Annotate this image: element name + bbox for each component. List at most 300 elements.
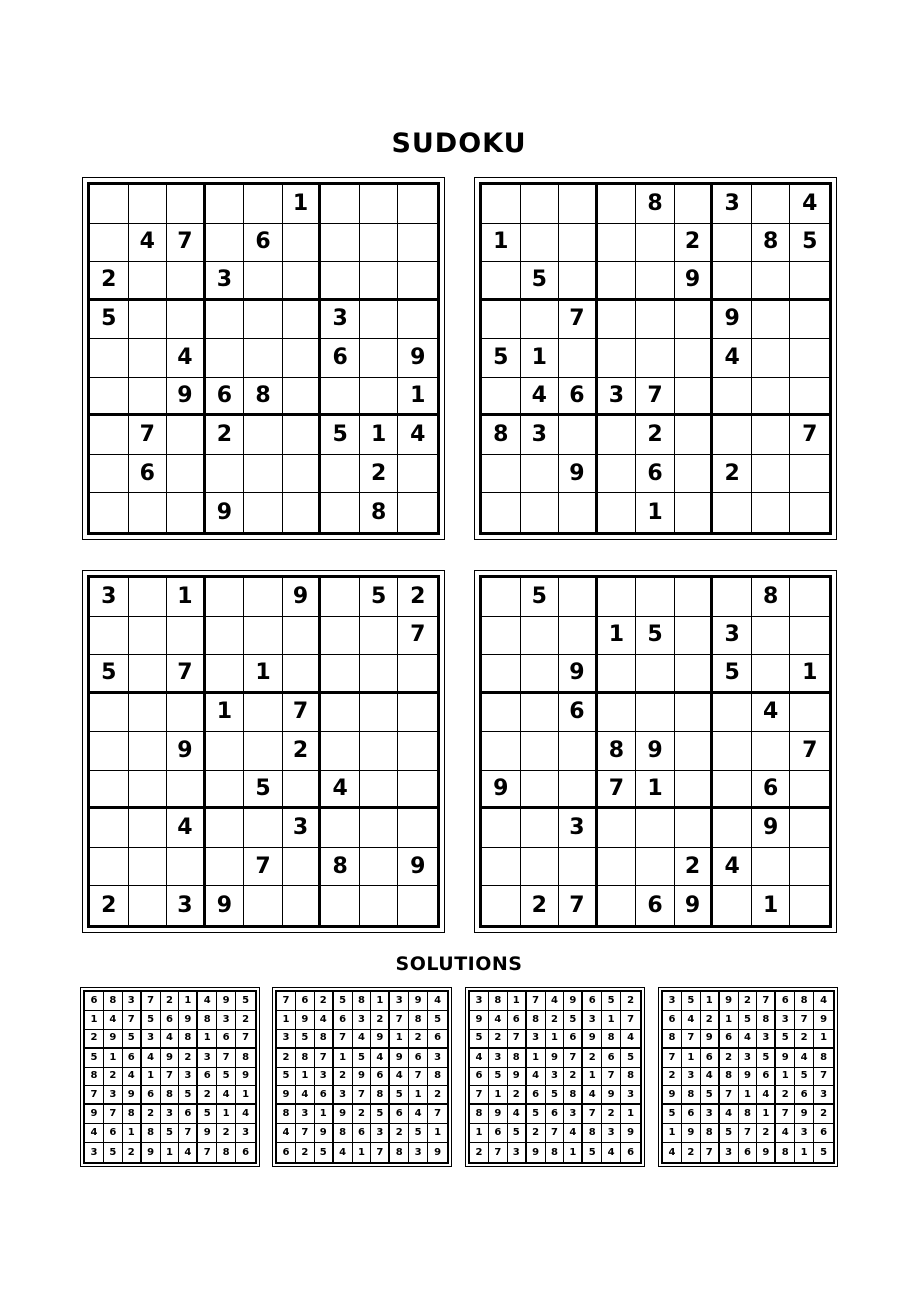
- puzzle-cell[interactable]: [675, 578, 714, 617]
- puzzle-cell[interactable]: [752, 732, 791, 771]
- puzzle-cell[interactable]: [360, 378, 399, 417]
- puzzle-cell[interactable]: [521, 224, 560, 263]
- solution-cell: 6: [198, 1068, 217, 1087]
- puzzle-cell[interactable]: [675, 493, 714, 532]
- puzzle-cell[interactable]: [206, 339, 245, 378]
- puzzle-cell[interactable]: [790, 493, 829, 532]
- solution-cell: 7: [508, 1030, 527, 1049]
- puzzle-cell[interactable]: [129, 694, 168, 733]
- puzzle-cell[interactable]: [90, 694, 129, 733]
- puzzle-cell[interactable]: [283, 617, 322, 656]
- puzzle-cell[interactable]: [398, 455, 437, 494]
- puzzle-cell[interactable]: [90, 617, 129, 656]
- puzzle-cell[interactable]: [283, 455, 322, 494]
- puzzle-cell[interactable]: [482, 732, 521, 771]
- puzzle-cell[interactable]: [398, 493, 437, 532]
- solution-cell: 7: [739, 1124, 758, 1143]
- solution-cell: 5: [179, 1086, 198, 1105]
- puzzle-cell[interactable]: [482, 617, 521, 656]
- puzzle-cell[interactable]: [598, 886, 637, 925]
- puzzle-cell[interactable]: [790, 694, 829, 733]
- puzzle-cell: 5: [482, 339, 521, 378]
- puzzle-cell[interactable]: [482, 493, 521, 532]
- puzzle-cell[interactable]: [482, 848, 521, 887]
- puzzle-cell[interactable]: [598, 262, 637, 301]
- solution-cell: 1: [353, 1143, 372, 1162]
- puzzle-cell[interactable]: [713, 694, 752, 733]
- puzzle-cell[interactable]: [752, 416, 791, 455]
- puzzle-cell[interactable]: [559, 848, 598, 887]
- puzzle-cell[interactable]: [636, 262, 675, 301]
- puzzle-cell[interactable]: [244, 886, 283, 925]
- puzzle-cell[interactable]: [675, 617, 714, 656]
- puzzle-cell[interactable]: [559, 262, 598, 301]
- puzzle-cell[interactable]: [129, 378, 168, 417]
- puzzle-cell[interactable]: [360, 886, 399, 925]
- solution-cell: 4: [142, 1049, 161, 1068]
- puzzle-cell[interactable]: [360, 732, 399, 771]
- puzzle-cell[interactable]: [790, 771, 829, 810]
- puzzle-cell[interactable]: [398, 185, 437, 224]
- puzzle-cell[interactable]: [321, 809, 360, 848]
- puzzle-cell[interactable]: [206, 809, 245, 848]
- puzzle-cell[interactable]: [713, 732, 752, 771]
- puzzle-cell[interactable]: [675, 301, 714, 340]
- puzzle-cell[interactable]: [675, 655, 714, 694]
- puzzle-cell[interactable]: [559, 771, 598, 810]
- puzzle-cell[interactable]: [167, 493, 206, 532]
- solution-cell: 7: [296, 1124, 315, 1143]
- puzzle-cell[interactable]: [521, 848, 560, 887]
- solution-cell: 8: [390, 1143, 409, 1162]
- puzzle-cell[interactable]: [713, 416, 752, 455]
- puzzle-cell[interactable]: [752, 848, 791, 887]
- puzzle-cell[interactable]: [244, 809, 283, 848]
- puzzle-cell: 2: [636, 416, 675, 455]
- puzzle-cell[interactable]: [90, 455, 129, 494]
- puzzle-cell: 1: [752, 886, 791, 925]
- puzzle-cell[interactable]: [283, 848, 322, 887]
- puzzle-cell[interactable]: [90, 416, 129, 455]
- puzzle-cell[interactable]: [360, 771, 399, 810]
- puzzle-cell: 3: [713, 617, 752, 656]
- sudoku-puzzle-3: [82, 570, 445, 933]
- puzzle-cell[interactable]: [598, 694, 637, 733]
- puzzle-cell[interactable]: [244, 301, 283, 340]
- solution-cell: 1: [739, 1086, 758, 1105]
- solution-cell: 3: [776, 1011, 795, 1030]
- puzzle-cell[interactable]: [244, 185, 283, 224]
- puzzle-cell[interactable]: [559, 185, 598, 224]
- puzzle-cell[interactable]: [482, 185, 521, 224]
- puzzle-cell[interactable]: [598, 339, 637, 378]
- puzzle-cell[interactable]: [90, 185, 129, 224]
- solution-cell: 1: [663, 1124, 682, 1143]
- puzzle-cell[interactable]: [90, 809, 129, 848]
- solution-cell: 7: [179, 1124, 198, 1143]
- solution-cell: 8: [334, 1124, 353, 1143]
- solution-cell: 8: [104, 992, 123, 1011]
- puzzle-cell[interactable]: [321, 617, 360, 656]
- solution-grid: [275, 990, 449, 1164]
- puzzle-cell[interactable]: [790, 455, 829, 494]
- puzzle-cell[interactable]: [675, 809, 714, 848]
- puzzle-cell: 9: [675, 886, 714, 925]
- puzzle-cell[interactable]: [598, 416, 637, 455]
- solution-cell: 3: [470, 992, 489, 1011]
- puzzle-cell[interactable]: [675, 694, 714, 733]
- puzzle-cell[interactable]: [598, 493, 637, 532]
- puzzle-cell[interactable]: [167, 416, 206, 455]
- solution-cell: 7: [583, 1105, 602, 1124]
- puzzle-cell[interactable]: [129, 185, 168, 224]
- puzzle-cell[interactable]: [321, 655, 360, 694]
- solution-cell: 3: [621, 1086, 640, 1105]
- puzzle-cell[interactable]: [790, 886, 829, 925]
- puzzle-cell[interactable]: [129, 617, 168, 656]
- puzzle-cell[interactable]: [360, 694, 399, 733]
- puzzle-cell[interactable]: [244, 493, 283, 532]
- puzzle-cell[interactable]: [482, 578, 521, 617]
- solution-cell: 5: [508, 1124, 527, 1143]
- puzzle-cell[interactable]: [713, 262, 752, 301]
- puzzle-cell[interactable]: [482, 301, 521, 340]
- puzzle-cell[interactable]: [206, 185, 245, 224]
- solution-cell: 6: [527, 1086, 546, 1105]
- solution-cell: 7: [489, 1143, 508, 1162]
- puzzle-cell[interactable]: [129, 301, 168, 340]
- solution-cell: 2: [795, 1030, 814, 1049]
- puzzle-cell[interactable]: [713, 886, 752, 925]
- puzzle-cell[interactable]: [675, 185, 714, 224]
- puzzle-cell[interactable]: [321, 224, 360, 263]
- puzzle-cell[interactable]: [398, 809, 437, 848]
- puzzle-cell[interactable]: [283, 378, 322, 417]
- puzzle-cell[interactable]: [636, 848, 675, 887]
- puzzle-cell[interactable]: [598, 848, 637, 887]
- solution-cell: 9: [814, 1011, 833, 1030]
- puzzle-cell[interactable]: [129, 578, 168, 617]
- puzzle-cell[interactable]: [521, 301, 560, 340]
- puzzle-cell[interactable]: [129, 886, 168, 925]
- puzzle-cell: 1: [482, 224, 521, 263]
- solution-cell: 6: [776, 992, 795, 1011]
- puzzle-cell[interactable]: [675, 732, 714, 771]
- puzzle-cell[interactable]: [283, 224, 322, 263]
- puzzle-cell: 9: [283, 578, 322, 617]
- puzzle-cell[interactable]: [360, 301, 399, 340]
- puzzle-cell[interactable]: [559, 224, 598, 263]
- puzzle-cell: 3: [206, 262, 245, 301]
- puzzle-cell[interactable]: [167, 455, 206, 494]
- puzzle-cell[interactable]: [675, 339, 714, 378]
- puzzle-cell[interactable]: [206, 301, 245, 340]
- solution-cell: 5: [583, 1143, 602, 1162]
- solution-cell: 2: [85, 1030, 104, 1049]
- puzzle-cell: 1: [398, 378, 437, 417]
- puzzle-cell[interactable]: [790, 301, 829, 340]
- puzzle-cell[interactable]: [283, 493, 322, 532]
- solution-cell: 5: [663, 1105, 682, 1124]
- puzzle-cell[interactable]: [598, 455, 637, 494]
- puzzle-cell[interactable]: [167, 848, 206, 887]
- solution-cell: 5: [820, 1146, 828, 1158]
- puzzle-cell[interactable]: [244, 416, 283, 455]
- puzzle-cell[interactable]: [636, 339, 675, 378]
- puzzle-cell[interactable]: [521, 493, 560, 532]
- puzzle-cell[interactable]: [559, 416, 598, 455]
- puzzle-cell[interactable]: [598, 809, 637, 848]
- puzzle-cell[interactable]: [321, 694, 360, 733]
- solution-cell: 5: [142, 1011, 161, 1030]
- puzzle-cell[interactable]: [752, 493, 791, 532]
- puzzle-cell[interactable]: [206, 771, 245, 810]
- puzzle-cell[interactable]: [636, 809, 675, 848]
- solution-cell: 2: [757, 1124, 776, 1143]
- solution-cell: 2: [198, 1086, 217, 1105]
- solution-cell: 3: [701, 1105, 720, 1124]
- puzzle-cell[interactable]: [321, 455, 360, 494]
- puzzle-cell[interactable]: [636, 655, 675, 694]
- puzzle-cell[interactable]: [244, 339, 283, 378]
- puzzle-cell[interactable]: [598, 185, 637, 224]
- puzzle-cell[interactable]: [167, 262, 206, 301]
- solution-cell: 5: [409, 1124, 428, 1143]
- puzzle-cell[interactable]: [398, 655, 437, 694]
- puzzle-cell[interactable]: [790, 617, 829, 656]
- puzzle-cell: 9: [398, 339, 437, 378]
- puzzle-cell[interactable]: [129, 848, 168, 887]
- puzzle-cell[interactable]: [360, 809, 399, 848]
- puzzle-cell[interactable]: [360, 848, 399, 887]
- puzzle-cell[interactable]: [482, 694, 521, 733]
- solution-cell: 1: [409, 1086, 428, 1105]
- solution-cell: 6: [428, 1030, 447, 1049]
- puzzle-cell: 9: [482, 771, 521, 810]
- puzzle-cell[interactable]: [482, 886, 521, 925]
- puzzle-cell[interactable]: [521, 694, 560, 733]
- puzzle-cell[interactable]: [90, 848, 129, 887]
- puzzle-cell[interactable]: [790, 262, 829, 301]
- puzzle-cell[interactable]: [398, 694, 437, 733]
- puzzle-cell[interactable]: [398, 771, 437, 810]
- puzzle-cell[interactable]: [790, 848, 829, 887]
- solution-cell: 3: [814, 1086, 833, 1105]
- puzzle-cell[interactable]: [559, 617, 598, 656]
- puzzle-cell[interactable]: [398, 732, 437, 771]
- puzzle-cell[interactable]: [321, 378, 360, 417]
- puzzle-cell[interactable]: [559, 578, 598, 617]
- puzzle-cell[interactable]: [283, 262, 322, 301]
- puzzle-cell[interactable]: [636, 301, 675, 340]
- puzzle-cell[interactable]: [360, 185, 399, 224]
- puzzle-cell[interactable]: [360, 339, 399, 378]
- solution-cell: 8: [353, 992, 372, 1011]
- puzzle-cell[interactable]: [521, 809, 560, 848]
- puzzle-cell[interactable]: [129, 655, 168, 694]
- puzzle-cell[interactable]: [206, 455, 245, 494]
- puzzle-cell[interactable]: [244, 455, 283, 494]
- puzzle-cell[interactable]: [360, 224, 399, 263]
- puzzle-cell[interactable]: [713, 378, 752, 417]
- puzzle-cell[interactable]: [90, 771, 129, 810]
- puzzle-cell[interactable]: [321, 732, 360, 771]
- puzzle-cell[interactable]: [90, 732, 129, 771]
- puzzle-cell: 6: [129, 455, 168, 494]
- puzzle-cell[interactable]: [206, 848, 245, 887]
- puzzle-cell[interactable]: [90, 339, 129, 378]
- puzzle-cell[interactable]: [482, 262, 521, 301]
- puzzle-cell[interactable]: [598, 224, 637, 263]
- puzzle-cell[interactable]: [482, 655, 521, 694]
- puzzle-cell[interactable]: [675, 455, 714, 494]
- puzzle-cell[interactable]: [321, 578, 360, 617]
- puzzle-cell[interactable]: [321, 886, 360, 925]
- puzzle-cell[interactable]: [521, 655, 560, 694]
- puzzle-cell[interactable]: [167, 301, 206, 340]
- puzzle-cell[interactable]: [206, 655, 245, 694]
- puzzle-cell[interactable]: [636, 694, 675, 733]
- puzzle-cell[interactable]: [482, 378, 521, 417]
- puzzle-cell[interactable]: [398, 224, 437, 263]
- puzzle-cell[interactable]: [752, 185, 791, 224]
- puzzle-cell[interactable]: [636, 578, 675, 617]
- puzzle-cell[interactable]: [360, 655, 399, 694]
- solution-cell: 8: [795, 992, 814, 1011]
- puzzle-cell[interactable]: [521, 455, 560, 494]
- puzzle-cell[interactable]: [129, 732, 168, 771]
- puzzle-cell[interactable]: [244, 732, 283, 771]
- puzzle-cell[interactable]: [206, 224, 245, 263]
- puzzle-cell[interactable]: [90, 378, 129, 417]
- puzzle-cell[interactable]: [167, 185, 206, 224]
- puzzle-cell[interactable]: [752, 617, 791, 656]
- puzzle-cell[interactable]: [675, 416, 714, 455]
- puzzle-cell[interactable]: [598, 578, 637, 617]
- solution-cell: 4: [104, 1011, 123, 1030]
- puzzle-cell[interactable]: [521, 732, 560, 771]
- puzzle-cell[interactable]: [559, 732, 598, 771]
- puzzle-cell[interactable]: [283, 416, 322, 455]
- solution-cell: 4: [546, 992, 565, 1011]
- puzzle-cell[interactable]: [283, 886, 322, 925]
- puzzle-cell[interactable]: [167, 771, 206, 810]
- solution-cell: 9: [371, 1030, 390, 1049]
- puzzle-cell[interactable]: [482, 809, 521, 848]
- puzzle-cell: 7: [398, 617, 437, 656]
- puzzle-cell[interactable]: [167, 694, 206, 733]
- puzzle-cell[interactable]: [675, 771, 714, 810]
- puzzle-cell[interactable]: [129, 262, 168, 301]
- puzzle-cell[interactable]: [790, 339, 829, 378]
- puzzle-cell[interactable]: [713, 771, 752, 810]
- puzzle-cell[interactable]: [321, 185, 360, 224]
- solution-cell: 9: [776, 1049, 795, 1068]
- puzzle-cell[interactable]: [636, 224, 675, 263]
- puzzle-cell[interactable]: [521, 771, 560, 810]
- puzzle-cell[interactable]: [598, 655, 637, 694]
- puzzle-cell[interactable]: [790, 378, 829, 417]
- puzzle-cell: 7: [790, 732, 829, 771]
- solution-cell: 5: [701, 1086, 720, 1105]
- puzzle-cell[interactable]: [482, 455, 521, 494]
- puzzle-cell[interactable]: [752, 301, 791, 340]
- puzzle-cell[interactable]: [206, 732, 245, 771]
- puzzle-cell[interactable]: [790, 578, 829, 617]
- puzzle-cell[interactable]: [675, 378, 714, 417]
- puzzle-cell[interactable]: [129, 493, 168, 532]
- puzzle-cell[interactable]: [559, 493, 598, 532]
- solution-cell: 4: [776, 1124, 795, 1143]
- puzzle-cell[interactable]: [283, 339, 322, 378]
- puzzle-cell[interactable]: [244, 694, 283, 733]
- puzzle-cell[interactable]: [90, 493, 129, 532]
- solution-cell: 6: [720, 1030, 739, 1049]
- puzzle-cell[interactable]: [321, 493, 360, 532]
- puzzle-cell[interactable]: [129, 339, 168, 378]
- puzzle-cell[interactable]: [167, 617, 206, 656]
- solution-cell: 2: [123, 1143, 142, 1162]
- puzzle-cell[interactable]: [713, 578, 752, 617]
- page-title: SUDOKU: [391, 128, 527, 159]
- puzzle-cell[interactable]: [244, 617, 283, 656]
- solution-cell: 5: [776, 1030, 795, 1049]
- puzzle-cell: 6: [559, 694, 598, 733]
- puzzle-cell[interactable]: [752, 262, 791, 301]
- puzzle-cell[interactable]: [90, 224, 129, 263]
- puzzle-cell[interactable]: [521, 617, 560, 656]
- solution-cell: 1: [795, 1143, 814, 1162]
- puzzle-cell[interactable]: [521, 185, 560, 224]
- puzzle-cell[interactable]: [713, 493, 752, 532]
- puzzle-cell[interactable]: [283, 301, 322, 340]
- puzzle-cell[interactable]: [360, 262, 399, 301]
- puzzle-cell[interactable]: [244, 262, 283, 301]
- puzzle-cell[interactable]: [713, 809, 752, 848]
- puzzle-cell[interactable]: [283, 655, 322, 694]
- puzzle-cell[interactable]: [559, 339, 598, 378]
- solution-cell: 9: [104, 1030, 123, 1049]
- solution-cell: 6: [85, 992, 104, 1011]
- puzzle-cell[interactable]: [398, 886, 437, 925]
- solution-cell: 6: [104, 1124, 123, 1143]
- solution-cell: 3: [508, 1143, 527, 1162]
- solution-cell: 1: [621, 1105, 640, 1124]
- puzzle-cell[interactable]: [283, 771, 322, 810]
- puzzle-cell[interactable]: [206, 578, 245, 617]
- puzzle-cell[interactable]: [598, 301, 637, 340]
- puzzle-cell[interactable]: [752, 455, 791, 494]
- puzzle-cell[interactable]: [713, 224, 752, 263]
- puzzle-cell[interactable]: [206, 617, 245, 656]
- solution-cell: 5: [315, 1143, 334, 1162]
- solution-cell: 7: [315, 1049, 334, 1068]
- puzzle-cell[interactable]: [129, 771, 168, 810]
- puzzle-cell[interactable]: [752, 378, 791, 417]
- puzzle-cell[interactable]: [398, 262, 437, 301]
- puzzle-cell[interactable]: [129, 809, 168, 848]
- puzzle-cell[interactable]: [752, 655, 791, 694]
- puzzle-cell[interactable]: [321, 262, 360, 301]
- puzzle-cell[interactable]: [790, 809, 829, 848]
- solution-cell: 2: [161, 992, 180, 1011]
- solutions-title: SOLUTIONS: [395, 953, 523, 975]
- puzzle-cell[interactable]: [360, 617, 399, 656]
- puzzle-cell[interactable]: [398, 301, 437, 340]
- puzzle-cell[interactable]: [244, 578, 283, 617]
- puzzle-cell[interactable]: [752, 339, 791, 378]
- solution-cell: 3: [409, 1143, 428, 1162]
